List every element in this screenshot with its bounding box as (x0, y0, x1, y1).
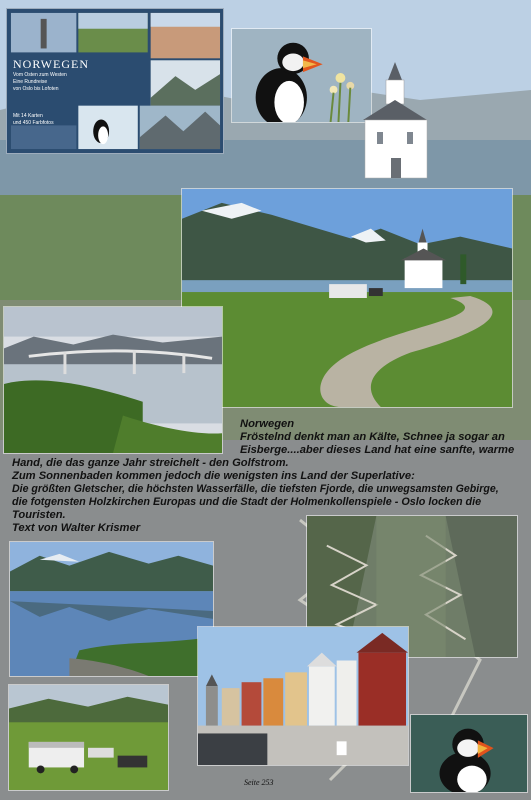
text-credit: Text von Walter Krismer (12, 522, 141, 534)
text-heading: Norwegen (240, 418, 295, 430)
bridge-image (4, 307, 222, 453)
text-line-6: die fotgensten Holzkirchen Europas und die Stadt der Holmenkollenspiele - Oslo locken die (12, 496, 482, 508)
photo-puffin-closeup (410, 714, 528, 793)
text-line-3: Hand, die das ganze Jahr streichelt - den Golfstrom. (12, 457, 289, 469)
photo-bergen-bryggen (197, 626, 409, 766)
photo-lake-reflection (9, 541, 214, 677)
text-line-1: Fröstelnd denkt man an Kälte, Schnee ja sogar an (240, 431, 505, 443)
mountain-road-image (182, 189, 512, 407)
brochure-line-2: von Oslo bis Lofoten (13, 86, 59, 92)
text-line-2: Eisberge....aber dieses Land hat eine sanfte, warme (240, 444, 515, 456)
text-line-7: Touristen. (12, 509, 66, 521)
brochure-title: NORWEGEN (13, 57, 89, 71)
text-line-5: Die größten Gletscher, die höchsten Wasserfälle, die tiefsten Fjorde, die unwegsamsten Gebirge, (12, 483, 499, 495)
text-line-4: Zum Sonnenbaden kommen jedoch die wenigsten ins Land der Superlative: (12, 470, 415, 482)
puffin-flowers-image (232, 29, 371, 122)
brochure-footer-2: und 450 Farbfotos (13, 120, 54, 126)
camper-image (9, 685, 168, 790)
brochure-cover (6, 8, 224, 154)
photo-bridge-fjord (3, 306, 223, 454)
brochure-subtitle: Vom Osten zum Westen (13, 72, 67, 78)
puffin-closeup-image (411, 715, 527, 792)
church-illustration (355, 62, 435, 182)
lake-image (10, 542, 213, 676)
photo-puffin-flowers (231, 28, 372, 123)
church-top-right (355, 62, 435, 182)
photo-camper-van (8, 684, 169, 791)
page-number: Seite 253 (244, 778, 274, 787)
brochure-footer-1: Mit 14 Karten (13, 113, 43, 119)
photo-mountain-road-church (181, 188, 513, 408)
bergen-image (198, 627, 408, 765)
brochure-line-1: Eine Rundreise (13, 79, 48, 85)
